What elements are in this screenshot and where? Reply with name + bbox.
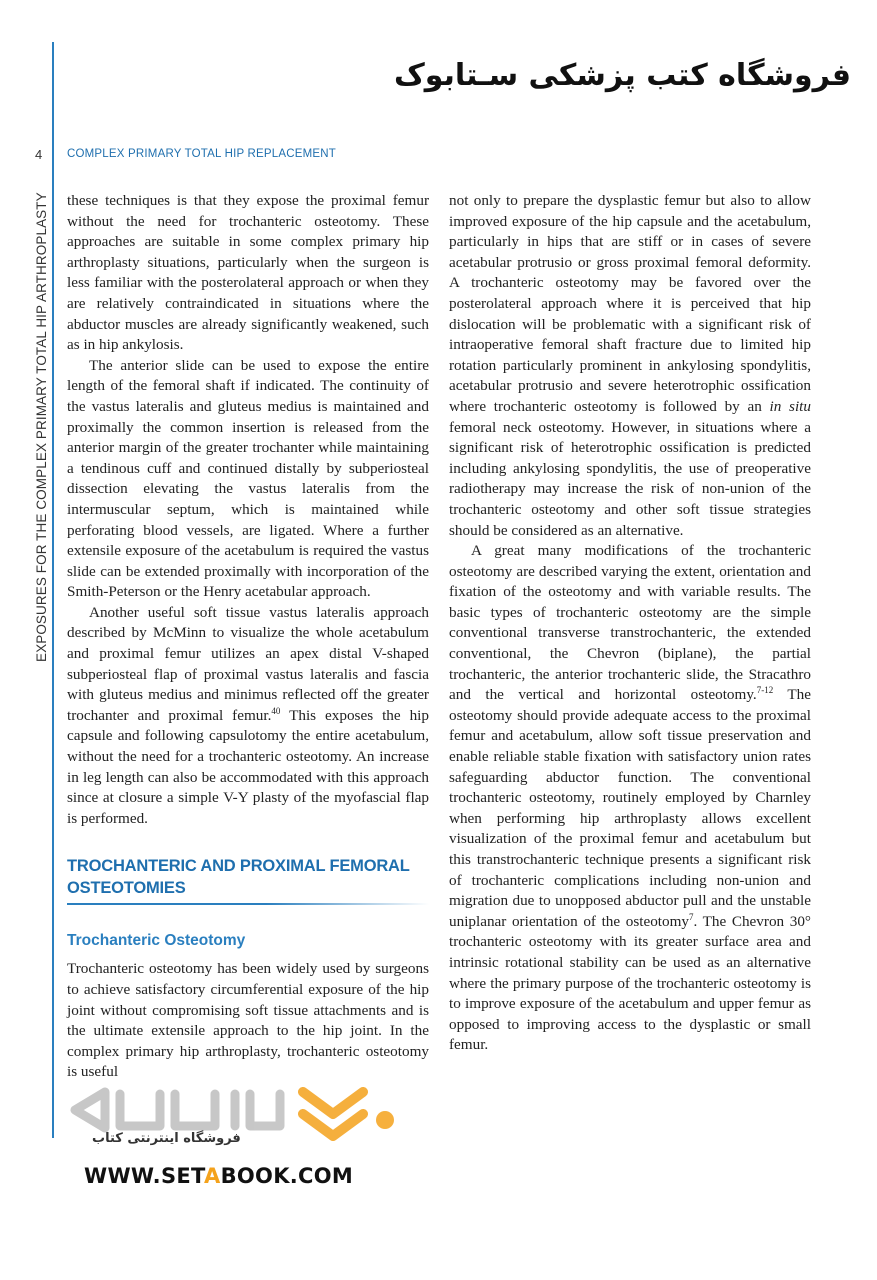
left-column bbox=[67, 191, 429, 1083]
paragraph bbox=[449, 541, 811, 1056]
paragraph-text: femoral neck osteotomy. However, in situations where a significant risk of heterotrophic ossification is predicted including ankylosing spondylitis, the use of preoperative radiotherapy may increase the risk of non-union of the trochanteric osteotomy and other soft tissue strategies should be considered as an alternative. bbox=[449, 418, 811, 539]
watermark-persian-subtitle: فروشگاه اینترنتی کتاب bbox=[92, 1131, 241, 1146]
section-heading: TROCHANTERIC AND PROXIMAL FEMORAL OSTEOTOMIES bbox=[67, 857, 410, 898]
subsection-heading: Trochanteric Osteotomy bbox=[67, 932, 246, 950]
reference-superscript: 40 bbox=[271, 705, 281, 716]
watermark-url-part: WWW.SET bbox=[84, 1164, 205, 1188]
reference-superscript: 7 bbox=[689, 911, 694, 922]
running-head: COMPLEX PRIMARY TOTAL HIP REPLACEMENT bbox=[67, 148, 336, 160]
paragraph-text: . The Chevron 30° trochanteric osteotomy with its greater surface area and intrinsic rotational stability can be used as an alternative where the primary purpose of the trochanteric osteotomy is to improve exposure of the acetabulum and upper femur as opposed to improving access to the dysplastic or small femur. bbox=[449, 912, 811, 1054]
watermark-url-part: BOOK.COM bbox=[220, 1164, 354, 1188]
watermark-url-accent: A bbox=[204, 1164, 221, 1188]
paragraph-text: not only to prepare the dysplastic femur but also to allow improved exposure of the hip capsule and the acetabulum, particularly in hips that are stiff or in cases of severe acetabular protrusio or gross proximal femoral deformity. A trochanteric osteotomy may be favored over the posterolateral approach where it is perceived that hip dislocation will be problematic with a significant risk of intraoperative femoral shaft fracture due to limited hip rotation particularly prominent in ankylosing spondylitis, acetabular protrusio and severe heterotrophic ossification where trochanteric osteotomy is followed by an bbox=[449, 192, 811, 415]
paragraph: these techniques is that they expose the proximal femur without the need for trochanteric osteotomy. These approaches are suitable in some complex primary hip arthroplasty situations, particularly when the surgeon is less familiar with the posterolateral approach or when they are relatively contraindicated in situations where the abductor muscles are already significantly weakened, such as in hip ankylosis. bbox=[67, 192, 429, 354]
paragraph-text: This exposes the hip capsule and following capsulotomy the entire acetabulum, without the need for a trochanteric osteotomy. An increase in leg length can also be accommodated with this approach since at closure a simple V-Y plasty of the myofascial flap is performed. bbox=[67, 706, 429, 827]
store-banner-title: فروشگاه کتب پزشکی سـتابوک bbox=[394, 58, 851, 93]
watermark-url bbox=[84, 1164, 353, 1188]
reference-superscript: 7-12 bbox=[756, 685, 774, 696]
margin-rule bbox=[52, 42, 54, 1138]
side-chapter-title: EXPOSURES FOR THE COMPLEX PRIMARY TOTAL HIP ARTHROPLASTY bbox=[34, 192, 49, 662]
paragraph: Trochanteric osteotomy has been widely used by surgeons to achieve satisfactory circumferential exposure of the hip joint without compromising soft tissue attachments and is the ultimate extensile approach to the hip joint. In the complex primary hip arthroplasty, trochanteric osteotomy is useful bbox=[67, 960, 429, 1081]
italic-term: in situ bbox=[769, 397, 811, 415]
section-heading-rule bbox=[67, 903, 429, 905]
page-number: 4 bbox=[35, 147, 43, 162]
paragraph bbox=[67, 603, 429, 830]
paragraph: The anterior slide can be used to expose the entire length of the femoral shaft if indicated. The continuity of the vastus lateralis and gluteus medius is maintained and proximally the common insertion is released from the anterior margin of the greater trochanter while maintaining a tendinous cuff and continued distally by subperiosteal dissection elevating the vastus lateralis from the intermuscular septum, which is maintained while perforating blood vessels, are ligated. Where a further extensile exposure of the acetabulum is required the vastus slide can be extended proximally with incorporation of the Smith-Peterson or the Henry acetabular approach. bbox=[67, 356, 429, 601]
paragraph-text: Another useful soft tissue vastus lateralis approach described by McMinn to visualize the whole acetabulum and proximal femur utilizes an apex distal V-shaped subperiosteal flap of proximal vastus lateralis and fascia with gluteus medius and minimus reflected off the greater trochanter and proximal femur. bbox=[67, 603, 429, 724]
setabook-watermark-logo bbox=[65, 1080, 435, 1160]
paragraph bbox=[449, 191, 811, 541]
right-column bbox=[449, 191, 811, 1056]
paragraph-text: The osteotomy should provide adequate access to the proximal femur and acetabulum, allow soft tissue preservation and enable reliable stable fixation with satisfactory union rates safeguarding abductor function. The conventional trochanteric osteotomy, routinely employed by Charnley when performing hip arthroplasty allows excellent visualization of the proximal femur and acetabulum but this transtrochanteric technique presents a significant risk of trochanteric complications including non-union and migration due to unopposed abductor pull and the unstable uniplanar orientation of the osteotomy bbox=[449, 686, 811, 930]
paragraph-text: A great many modifications of the trochanteric osteotomy are described varying the extent, orientation and fixation of the osteotomy and with variable results. The basic types of trochanteric osteotomy are the simple conventional transverse transtrochanteric, the extended conventional, the Chevron (biplane), the partial trochanteric, the anterior trochanteric slide, the Stracathro and the vertical and horizontal osteotomy. bbox=[449, 542, 811, 704]
